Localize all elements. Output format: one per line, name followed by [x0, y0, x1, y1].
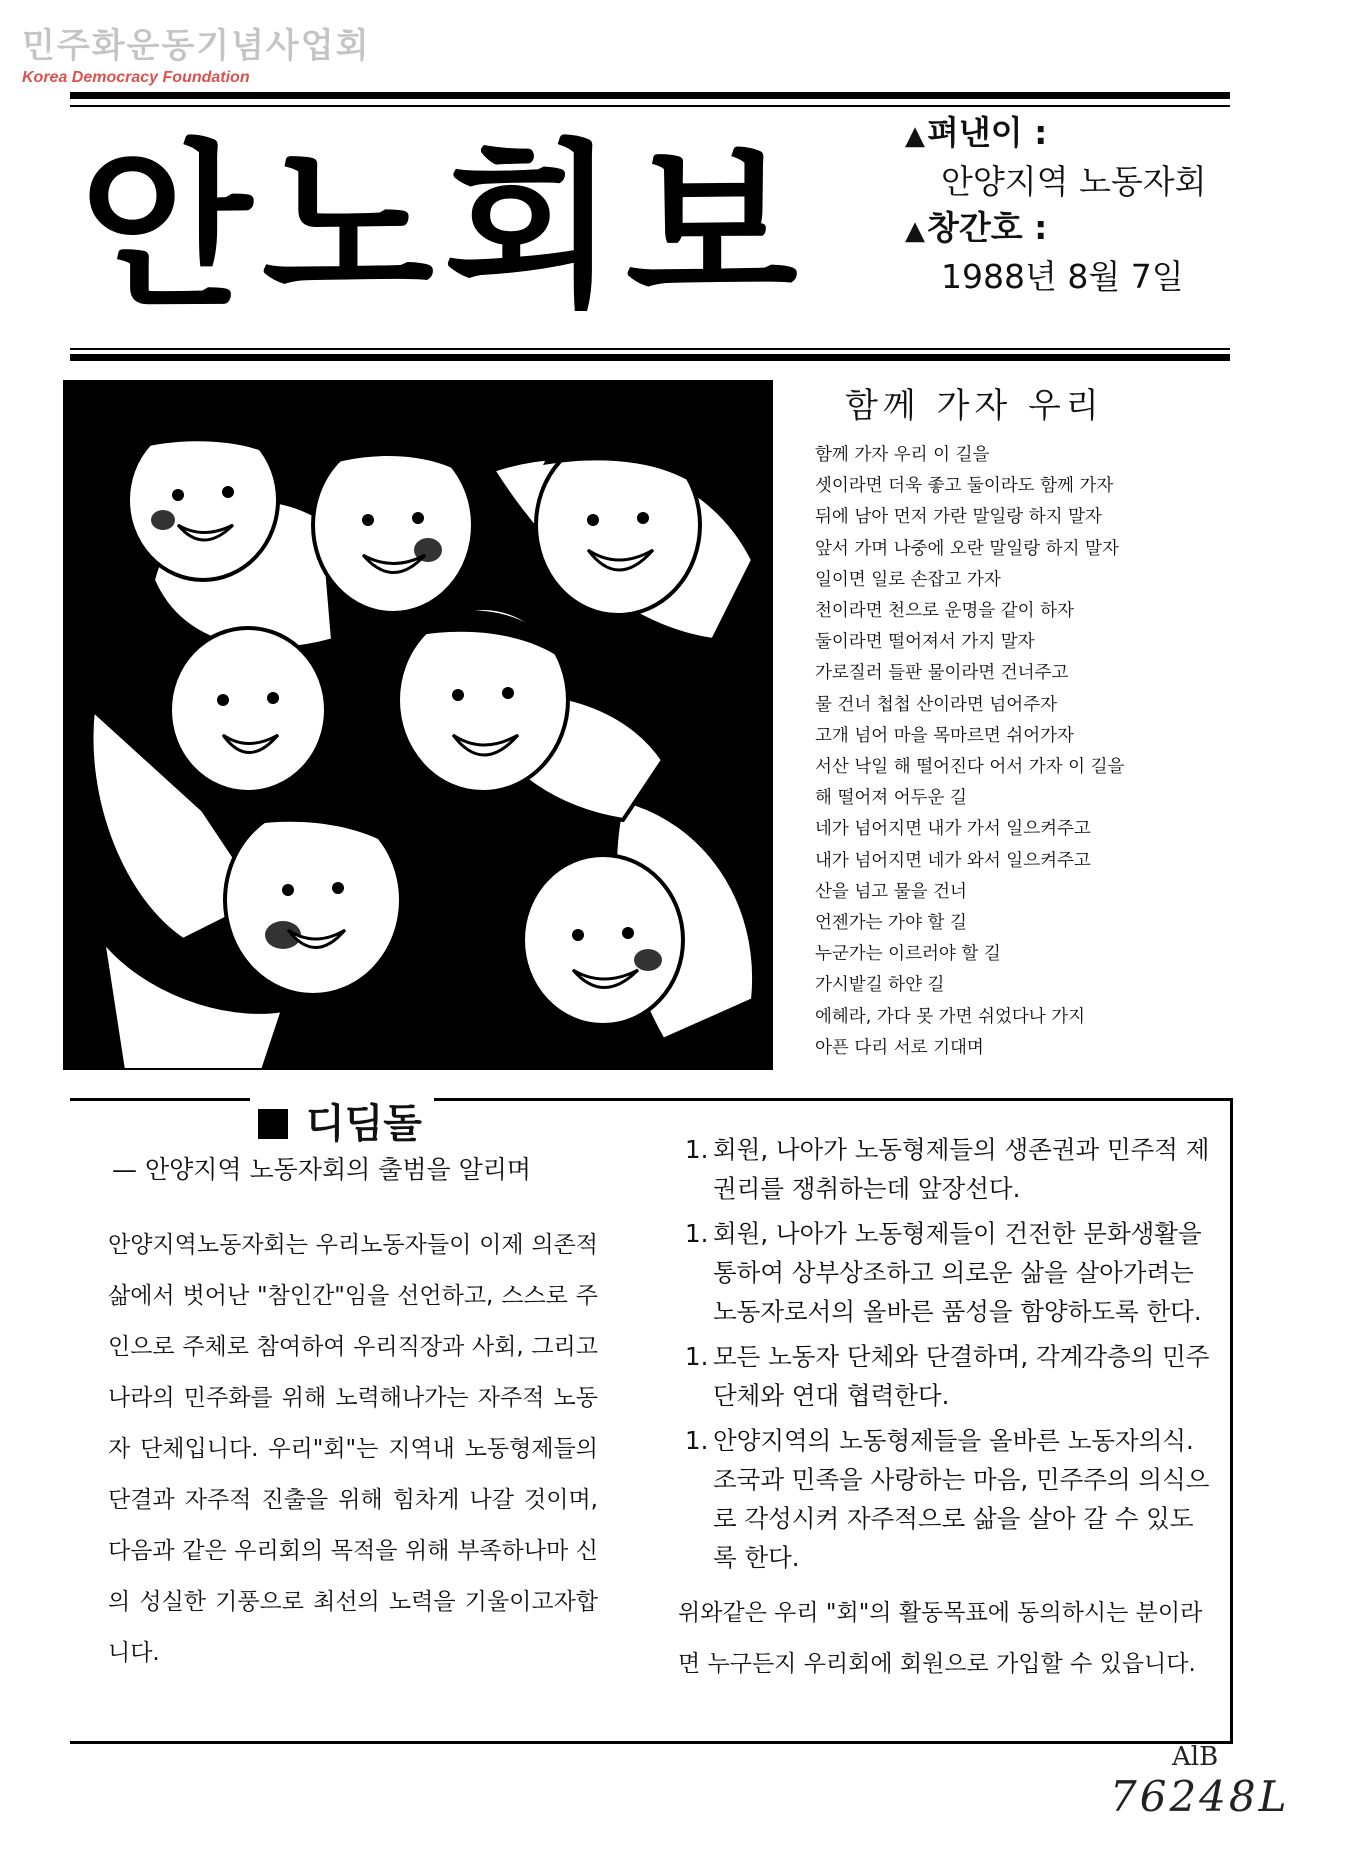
- archive-handwritten-number: [1110, 1742, 1290, 1821]
- poem-line: 내가 넘어지면 네가 와서 일으켜주고: [815, 850, 1091, 871]
- poem-line: 물 건너 첩첩 산이라면 넘어주자: [815, 694, 1058, 715]
- header-rule-top-thin: [70, 105, 1230, 107]
- list-item-text: 안양지역의 노동형제들을 올바른 노동자의식. 조국과 민족을 사랑하는 마음, 민주주의 의식으로 각성시켜 자주적으로 삶을 살아 갈 수 있도록 한다.: [713, 1426, 1210, 1572]
- list-item-number: 1.: [685, 1219, 709, 1248]
- poem-line: 누군가는 이르러야 할 길: [815, 944, 1001, 965]
- first-issue-label-row: [905, 205, 1245, 254]
- poem-line: 아픈 다리 서로 기대며: [815, 1037, 984, 1058]
- illustration-drawing: [63, 380, 773, 1070]
- header-rule-bottom-thin: [70, 348, 1230, 350]
- list-item: [685, 1130, 1210, 1208]
- black-square-icon: [258, 1109, 288, 1139]
- poem-line: 앞서 가며 나중에 오란 말일랑 하지 말자: [815, 538, 1119, 559]
- poem-line: 서산 낙일 해 떨어진다 어서 가자 이 길을: [815, 757, 1125, 778]
- watermark-korean: 민주화운동기념사업회: [22, 26, 371, 66]
- triangle-icon: ▲: [905, 216, 925, 246]
- header-rule-top-thick: [70, 92, 1230, 99]
- poem-line: 언젠가는 가야 할 길: [815, 913, 967, 934]
- poem-line: 네가 넘어지면 내가 가서 일으켜주고: [815, 819, 1091, 840]
- list-item-text: 모든 노동자 단체와 단결하며, 각계각층의 민주단체와 연대 협력한다.: [713, 1342, 1210, 1410]
- list-item-number: 1.: [685, 1426, 709, 1455]
- list-item: [685, 1421, 1210, 1577]
- publisher-value: 안양지역 노동자회: [941, 162, 1207, 201]
- poem-text: [815, 440, 1235, 1064]
- list-item: [685, 1337, 1210, 1415]
- list-item-text: 회원, 나아가 노동형제들이 건전한 문화생활을 통하여 상부상조하고 의로운 삶을 살아가려는 노동자로서의 올바른 품성을 함양하도록 한다.: [713, 1219, 1202, 1326]
- poem-line: 일이면 일로 손잡고 가자: [815, 569, 1001, 590]
- poem-line: 고개 넘어 마을 목마르면 쉬어가자: [815, 725, 1074, 746]
- list-item-number: 1.: [685, 1342, 709, 1371]
- header-rule-bottom-thick: [70, 354, 1230, 361]
- list-item-text: 회원, 나아가 노동형제들의 생존권과 민주적 제권리를 쟁취하는데 앞장선다.: [713, 1135, 1210, 1203]
- foundation-watermark: [22, 18, 370, 87]
- list-item: [685, 1214, 1210, 1331]
- section-subtitle: — 안양지역 노동자회의 출범을 알리며: [112, 1155, 532, 1184]
- group-of-workers-illustration: [63, 380, 773, 1070]
- poem-line: 둘이라면 떨어져서 가지 말자: [815, 632, 1035, 653]
- section-title: [250, 1094, 434, 1154]
- section-body: 안양지역노동자회는 우리노동자들이 이제 의존적 삶에서 벗어난 "참인간"임을 선언하고, 스스로 주인으로 주체로 참여하여 우리직장과 사회, 그리고 나라의 민주화를 위해 노력해나가는 자주적 노동자 단체입니다. 우리"회"는 지역내 노동형제들의 단결과 자주적 진출을 위해 힘차게 나갈 것이며, 다음과 같은 우리회의 목적을 위해 부족하나마 신의 성실한 기풍으로 최선의 노력을 기울이고자합니다.: [108, 1232, 598, 1666]
- poem-line: 산을 넘고 물을 건너: [815, 881, 967, 902]
- poem-line: 셋이라면 더욱 좋고 둘이라도 함께 가자: [815, 476, 1114, 497]
- poem-line: 가시밭길 하얀 길: [815, 975, 945, 996]
- list-item-number: 1.: [685, 1135, 709, 1164]
- publication-info: [905, 110, 1245, 300]
- publisher-label: 펴낸이 :: [927, 113, 1048, 152]
- poem-line: 해 떨어져 어두운 길: [815, 788, 967, 809]
- goals-list: [685, 1130, 1210, 1583]
- poem-line: 가로질러 들판 물이라면 건너주고: [815, 663, 1069, 684]
- section-title-text: 디딤돌: [306, 1101, 422, 1147]
- poem-line: 함께 가자 우리 이 길을: [815, 445, 990, 465]
- publisher-label-row: [905, 110, 1245, 159]
- first-issue-value: 1988년 8월 7일: [941, 257, 1184, 296]
- poem-line: 뒤에 남아 먼저 가란 말일랑 하지 말자: [815, 507, 1102, 528]
- poem-line: 천이라면 천으로 운명을 같이 하자: [815, 601, 1074, 622]
- poem-title: 함께 가자 우리: [845, 386, 1104, 426]
- poem-line: 에헤라, 가다 못 가면 쉬었다나 가지: [815, 1006, 1086, 1027]
- watermark-english: Korea Democracy Foundation: [22, 69, 250, 86]
- triangle-icon: ▲: [905, 121, 925, 151]
- membership-note: 위와같은 우리 "회"의 활동목표에 동의하시는 분이라면 누구든지 우리회에 회원으로 가입할 수 있읍니다.: [678, 1600, 1203, 1677]
- archive-number: 76248L: [1110, 1772, 1290, 1821]
- first-issue-label: 창간호 :: [927, 208, 1048, 247]
- masthead-title: 안노회보: [80, 124, 808, 331]
- archive-code: AlB: [1172, 1742, 1219, 1772]
